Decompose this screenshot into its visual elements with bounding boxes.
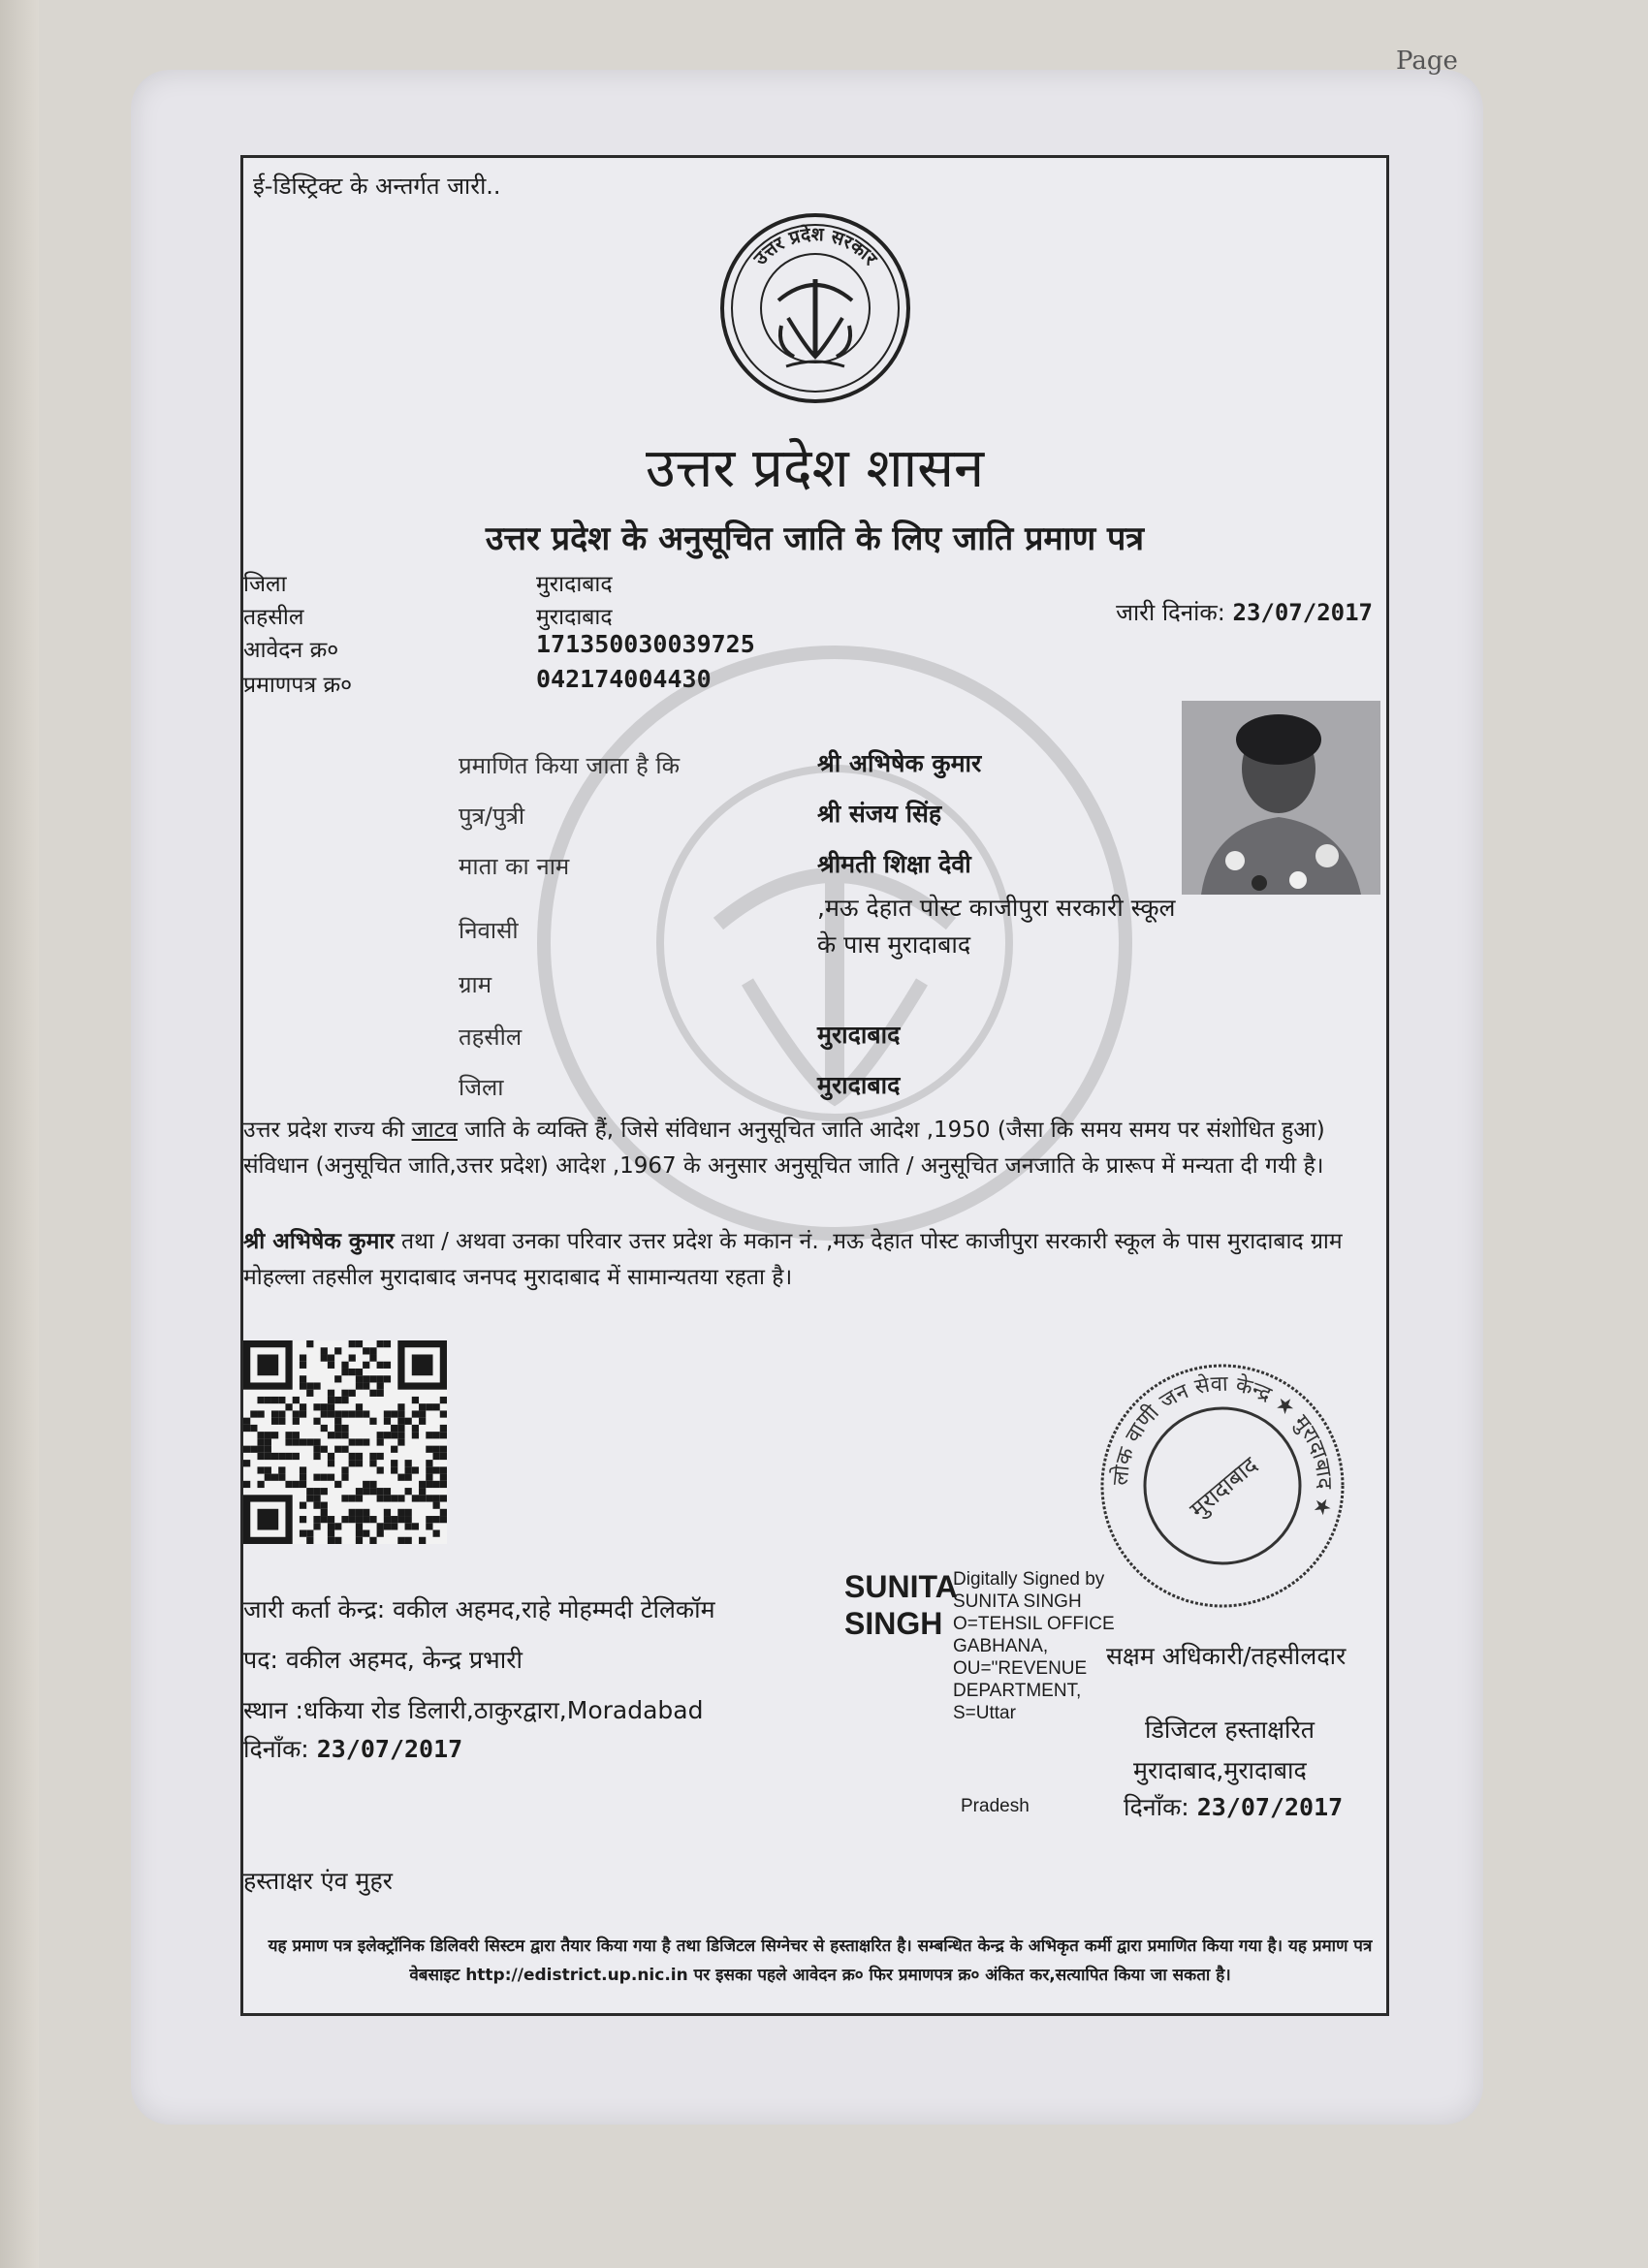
applicant-photo [1182, 701, 1380, 895]
village-label: ग्राम [459, 971, 492, 998]
field-tehsil-value: मुरादाबाद [817, 1021, 901, 1049]
signature-details: Digitally Signed by SUNITA SINGH O=TEHSIL OFFICE GABHANA, OU="REVENUE DEPARTMENT, S=Uttar [953, 1569, 1115, 1723]
district-label: जिला [243, 572, 287, 597]
caste-certificate [240, 155, 1389, 2016]
caste-statement [243, 1113, 1378, 1184]
page-edge [0, 0, 39, 2268]
residence-statement-name: श्री अभिषेक कुमार [243, 1229, 395, 1254]
verification-note: यह प्रमाण पत्र इलेक्ट्रॉनिक डिलिवरी सिस्टम द्वारा तैयार किया गया है तथा डिजिटल सिग्नेचर से हस्ताक्षरित है। सम्बन्धित केन्द्र के अभिकृत कर्मी द्वारा प्रमाणित किया गया है। यह प्रमाण पत्र वेबसाइट http://edistrict.up.nic.in पर इसका पहले आवेदन क्र० फिर प्रमाणपत्र क्र० अंकित कर,सत्यापित किया जा सकता है। [268, 1937, 1373, 1985]
caste-name: जाटव [411, 1118, 458, 1143]
applicant-name-value: श्री अभिषेक कुमार [817, 749, 982, 777]
certified-label: प्रमाणित किया जाता है कि [459, 752, 681, 779]
issuer-date-value: 23/07/2017 [316, 1735, 463, 1763]
caste-statement-post: जाति के व्यक्ति हैं, जिसे संविधान अनुसूचित जाति आदेश ,1950 (जैसा कि समय समय पर संशोधित हुआ) संविधान (अनुसूचित जाति,उत्तर प्रदेश) आदेश ,1967 के अनुसार अनुसूचित जाति / अनुसूचित जनजाति के प्रारूप में मन्यता दी गयी है। [243, 1118, 1325, 1179]
application-number-label: आवेदन क्र० [243, 638, 339, 663]
field-district-value: मुरादाबाद [817, 1071, 901, 1099]
issue-date [1116, 596, 1373, 628]
field-tehsil-label: तहसील [459, 1024, 523, 1051]
application-number-value: 171350030039725 [536, 630, 755, 658]
stamp-ring-text: लोक वाणी जन सेवा केन्द्र ★ मुरादाबाद ★ [1108, 1371, 1337, 1519]
stamp-center-text: मुरादाबाद [1184, 1451, 1263, 1524]
issued-under-text: ई-डिस्ट्रिक्ट के अन्तर्गत जारी.. [253, 173, 501, 200]
seal-text: उत्तर प्रदेश सरकार [749, 223, 881, 269]
signer-name: SUNITA SINGH [844, 1569, 957, 1641]
officer-date [1124, 1790, 1343, 1823]
government-title: उत्तर प्रदेश शासन [645, 437, 985, 500]
officer-date-value: 23/07/2017 [1196, 1793, 1344, 1821]
qr-code [243, 1340, 447, 1544]
tehsil-label: तहसील [243, 605, 304, 630]
parent-value: श्री संजय सिंह [817, 800, 942, 828]
residence-statement-rest: तथा / अथवा उनका परिवार उत्तर प्रदेश के मकान नं. ,मऊ देहात पोस्ट काजीपुरा सरकारी स्कूल के पास मुरादाबाद ग्राम मोहल्ला तहसील मुरादाबाद जनपद मुरादाबाद में सामान्यतया रहता है। [243, 1229, 1343, 1290]
svg-text:उत्तर प्रदेश सरकार [749, 223, 882, 270]
resident-label: निवासी [459, 917, 519, 944]
issuing-center: जारी कर्ता केन्द्र: वकील अहमद,राहे मोहम्मदी टेलिकॉम [243, 1595, 715, 1623]
state-emblem-seal [718, 211, 912, 405]
issuer-date-label: दिनाँक: [243, 1735, 309, 1763]
mother-value: श्रीमती शिक्षा देवी [817, 850, 971, 878]
issue-date-value: 23/07/2017 [1232, 599, 1373, 626]
certificate-number-value: 042174004430 [536, 665, 712, 693]
issuer-date [243, 1732, 462, 1765]
mother-label: माता का नाम [459, 853, 570, 880]
residence-statement [243, 1224, 1378, 1296]
issue-date-label: जारी दिनांक: [1116, 599, 1225, 626]
issuer-post: पद: वकील अहमद, केन्द्र प्रभारी [243, 1646, 523, 1674]
tehsil-value: मुरादाबाद [536, 605, 613, 630]
issuer-place: स्थान :धकिया रोड डिलारी,ठाकुरद्वारा,Moradabad [243, 1696, 704, 1724]
parent-label: पुत्र/पुत्री [459, 803, 525, 830]
field-district-label: जिला [459, 1074, 504, 1101]
page-corner-text: Page [1396, 47, 1458, 76]
officer-location: मुरादाबाद,मुरादाबाद [1133, 1756, 1307, 1784]
resident-value: ,मऊ देहात पोस्ट काजीपुरा सरकारी स्कूल के पास मुरादाबाद [817, 894, 1176, 959]
digital-signed-label: डिजिटल हस्ताक्षरित [1145, 1716, 1315, 1744]
signature-seal-label: हस्ताक्षर एंव मुहर [243, 1867, 393, 1895]
caste-statement-pre: उत्तर प्रदेश राज्य की [243, 1118, 412, 1143]
certificate-title: उत्तर प्रदेश के अनुसूचित जाति के लिए जाति प्रमाण पत्र [485, 520, 1145, 558]
district-value: मुरादाबाद [536, 572, 613, 597]
certificate-number-label: प्रमाणपत्र क्र० [243, 673, 353, 698]
officer-title: सक्षम अधिकारी/तहसीलदार [1106, 1642, 1347, 1670]
officer-date-label: दिनाँक: [1124, 1793, 1189, 1821]
signature-state: Pradesh [961, 1796, 1030, 1816]
